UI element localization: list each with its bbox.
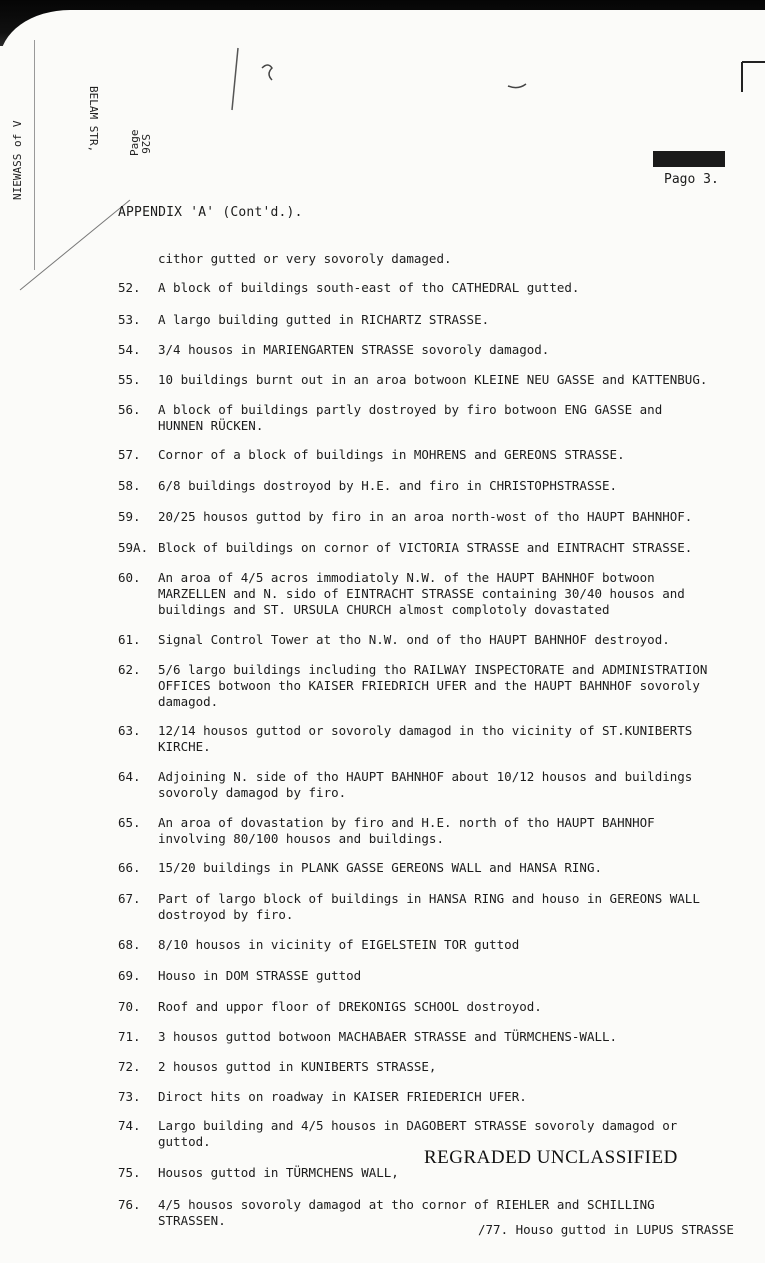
list-item <box>118 478 730 494</box>
list-item <box>118 937 730 953</box>
item-number: 62. <box>118 662 141 677</box>
list-item <box>118 342 730 358</box>
item-text: An aroa of 4/5 acros immodiatoly N.W. of the HAUPT BAHNHOF botwoon MARZELLEN and N. sido of EINTRACHT STRASSE containing 30/40 housos and buildings and ST. URSULA CHURCH almost complotoly dovastated <box>158 570 685 617</box>
item-text: Houso in DOM STRASSE guttod <box>158 968 362 983</box>
list-item <box>118 402 730 434</box>
list-item <box>118 632 730 648</box>
item-text: Part of largo block of buildings in HANSA RING and houso in GEREONS WALL dostroyod by firo. <box>158 891 700 922</box>
item-number: 69. <box>118 968 141 983</box>
item-number: 52. <box>118 280 141 295</box>
item-text: 4/5 housos sovoroly damagod at tho cornor of RIEHLER and SCHILLING STRASSEN. <box>158 1197 655 1228</box>
side-note-left: NIEWASS of V <box>11 120 24 200</box>
list-item <box>118 540 730 556</box>
item-text: Adjoining N. side of tho HAUPT BAHNHOF about 10/12 housos and buildings sovoroly damagod by firo. <box>158 769 693 800</box>
list-item <box>118 372 730 388</box>
item-text: 3/4 housos in MARIENGARTEN STRASSE sovoroly damagod. <box>158 342 550 357</box>
page-number: Pago 3. <box>664 172 719 187</box>
item-text: Diroct hits on roadway in KAISER FRIEDERICH UFER. <box>158 1089 527 1104</box>
list-item <box>118 509 730 525</box>
item-text: Block of buildings on cornor of VICTORIA STRASSE and EINTRACHT STRASSE. <box>158 540 693 555</box>
item-text: Cornor of a block of buildings in MOHRENS and GEREONS STRASSE. <box>158 447 625 462</box>
item-number: 63. <box>118 723 141 738</box>
list-item <box>118 1165 418 1181</box>
list-item <box>118 662 730 710</box>
item-number: 56. <box>118 402 141 417</box>
item-text: Signal Control Tower at tho N.W. ond of tho HAUPT BAHNHOF destroyod. <box>158 632 670 647</box>
item-text: 20/25 housos guttod by firo in an aroa north-wost of tho HAUPT BAHNHOF. <box>158 509 693 524</box>
item-number: 60. <box>118 570 141 585</box>
item-number: 59. <box>118 509 141 524</box>
regraded-stamp: REGRADED UNCLASSIFIED <box>424 1147 678 1168</box>
list-item <box>118 1118 730 1150</box>
item-number: 64. <box>118 769 141 784</box>
item-number: 72. <box>118 1059 141 1074</box>
list-item <box>118 312 730 328</box>
item-number: 55. <box>118 372 141 387</box>
item-number: 76. <box>118 1197 141 1212</box>
item-number: 70. <box>118 999 141 1014</box>
list-item <box>118 723 730 755</box>
appendix-heading: APPENDIX 'A' (Cont'd.). <box>118 205 303 220</box>
item-number: 57. <box>118 447 141 462</box>
list-item <box>118 891 730 923</box>
item-text: 6/8 buildings dostroyod by H.E. and firo in CHRISTOPHSTRASSE. <box>158 478 618 493</box>
list-item <box>118 1059 730 1075</box>
redaction-bar <box>653 151 725 167</box>
side-note-street: BELAM STR, <box>87 86 100 153</box>
item-number: 54. <box>118 342 141 357</box>
handwritten-entry-77: /77. Houso guttod in LUPUS STRASSE <box>478 1222 734 1237</box>
item-text: 15/20 buildings in PLANK GASSE GEREONS WALL and HANSA RING. <box>158 860 603 875</box>
item-text: 10 buildings burnt out in an aroa botwoon KLEINE NEU GASSE and KATTENBUG. <box>158 372 708 387</box>
list-item <box>118 769 730 801</box>
item-number: 68. <box>118 937 141 952</box>
list-item <box>118 1029 730 1045</box>
item-number: 65. <box>118 815 141 830</box>
item-number: 66. <box>118 860 141 875</box>
item-text: Roof and uppor floor of DREKONIGS SCHOOL dostroyod. <box>158 999 542 1014</box>
item-text: A block of buildings partly dostroyed by firo botwoon ENG GASSE and HUNNEN RÜCKEN. <box>158 402 663 433</box>
item-text: A largo building gutted in RICHARTZ STRASSE. <box>158 312 490 327</box>
item-text: 2 housos guttod in KUNIBERTS STRASSE, <box>158 1059 437 1074</box>
side-note-ref: S26 <box>139 134 152 154</box>
item-text: 12/14 housos guttod or sovoroly damagod in tho vicinity of ST.KUNIBERTS KIRCHE. <box>158 723 693 754</box>
item-number: 61. <box>118 632 141 647</box>
item-text: 3 housos guttod botwoon MACHABAER STRASSE and TÜRMCHENS-WALL. <box>158 1029 618 1044</box>
list-item <box>118 1089 730 1105</box>
item-text: Largo building and 4/5 housos in DAGOBERT STRASSE sovoroly damagod or guttod. <box>158 1118 678 1149</box>
list-item <box>118 280 730 296</box>
list-item <box>118 570 730 618</box>
side-note-page: Page <box>128 129 141 156</box>
item-number: 75. <box>118 1165 141 1180</box>
item-number: 53. <box>118 312 141 327</box>
list-item <box>118 999 730 1015</box>
item-text: 8/10 housos in vicinity of EIGELSTEIN TOR guttod <box>158 937 520 952</box>
item-number: 58. <box>118 478 141 493</box>
list-item <box>118 815 730 847</box>
item-text: An aroa of dovastation by firo and H.E. north of tho HAUPT BAHNHOF involving 80/100 housos and buildings. <box>158 815 655 846</box>
item-text: A block of buildings south-east of tho CATHEDRAL gutted. <box>158 280 580 295</box>
list-item <box>118 860 730 876</box>
item-number: 74. <box>118 1118 141 1133</box>
list-item <box>118 447 730 463</box>
item-text: Housos guttod in TÜRMCHENS WALL, <box>158 1165 399 1180</box>
item-number: 73. <box>118 1089 141 1104</box>
continuation-line: cithor gutted or very sovoroly damaged. <box>158 251 452 266</box>
item-number: 59A. <box>118 540 149 555</box>
list-item <box>118 968 730 984</box>
item-text: 5/6 largo buildings including tho RAILWAY INSPECTORATE and ADMINISTRATION OFFICES botwoon tho KAISER FRIEDRICH UFER and the HAUPT BAHNHOF sovoroly damagod. <box>158 662 708 709</box>
item-number: 71. <box>118 1029 141 1044</box>
item-number: 67. <box>118 891 141 906</box>
